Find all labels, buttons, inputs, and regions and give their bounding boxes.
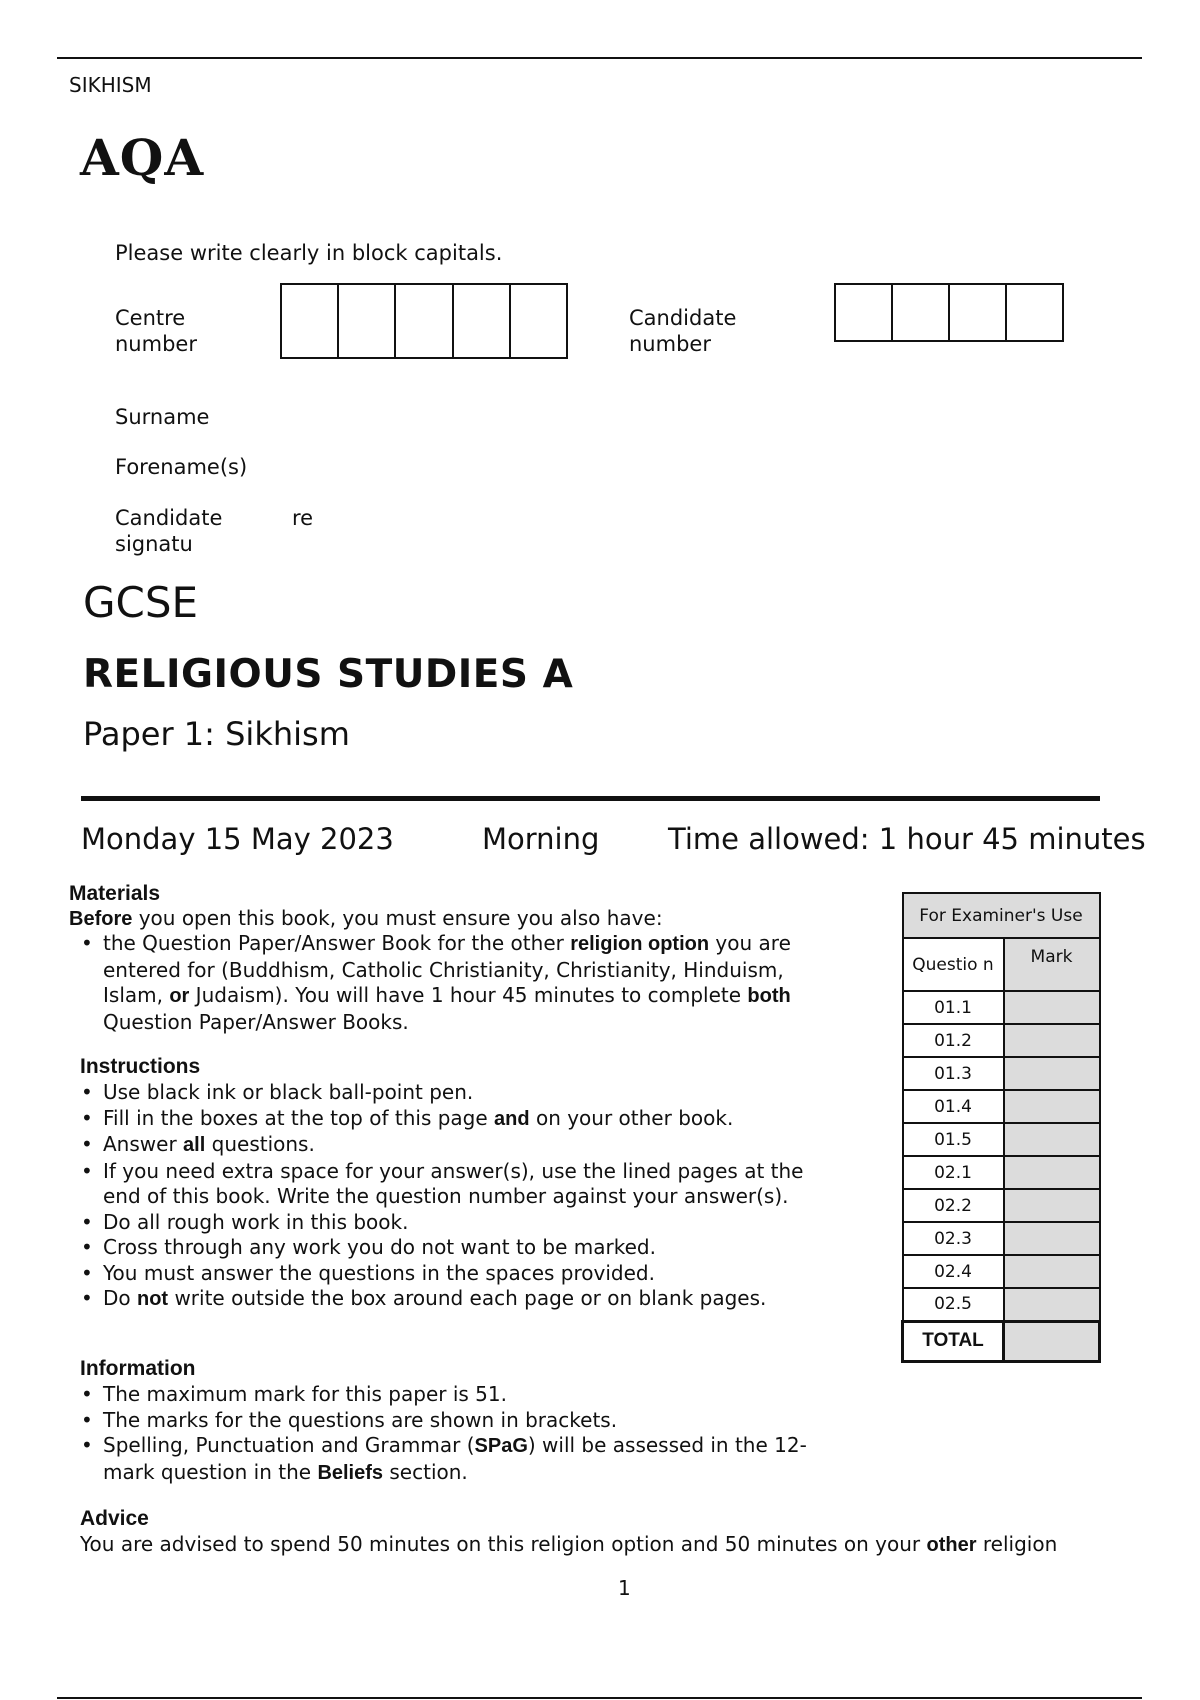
total-label: TOTAL xyxy=(903,1321,1004,1361)
mark-cell[interactable] xyxy=(1004,1222,1100,1255)
list-item: • Do all rough work in this book. xyxy=(79,1210,829,1236)
qualification-level: GCSE xyxy=(83,578,199,627)
mark-cell[interactable] xyxy=(1004,991,1100,1024)
candidate-number-digit-box[interactable] xyxy=(893,285,950,340)
advice-heading: Advice xyxy=(80,1507,149,1530)
paper-title: Paper 1: Sikhism xyxy=(83,715,350,753)
centre-number-label: Centre number xyxy=(115,306,197,356)
list-item: • You must answer the questions in the spaces provided. xyxy=(79,1261,829,1287)
materials-heading: Materials xyxy=(69,882,161,905)
mark-cell[interactable] xyxy=(1004,1024,1100,1057)
subject-tag: SIKHISM xyxy=(69,73,152,97)
list-item: • The maximum mark for this paper is 51. xyxy=(79,1382,839,1408)
centre-number-digit-box[interactable] xyxy=(339,285,396,357)
question-number-cell: 01.1 xyxy=(903,991,1004,1024)
list-item: • Use black ink or black ball-point pen. xyxy=(79,1080,829,1106)
list-item: • the Question Paper/Answer Book for the other religion option you are entered for (Buddhism, Catholic Christianity, Christianity, Hinduism, Islam, or Judaism). You will have 1 hour 45 minutes to complete both Question Paper/Answer Books. xyxy=(79,931,849,1035)
mark-cell[interactable] xyxy=(1004,1255,1100,1288)
advice-text: You are advised to spend 50 minutes on this religion option and 50 minutes on your other religion xyxy=(80,1532,1058,1556)
bottom-rule xyxy=(57,1697,1142,1699)
materials-list xyxy=(79,931,849,1035)
list-item: • Cross through any work you do not want to be marked. xyxy=(79,1235,829,1261)
information-list xyxy=(79,1382,839,1486)
mark-cell[interactable] xyxy=(1004,1090,1100,1123)
question-number-cell: 02.5 xyxy=(903,1288,1004,1321)
total-mark-cell[interactable] xyxy=(1004,1321,1100,1361)
question-number-cell: 01.3 xyxy=(903,1057,1004,1090)
page-number: 1 xyxy=(618,1576,631,1600)
instructions-list xyxy=(79,1080,829,1313)
question-number-cell: 02.1 xyxy=(903,1156,1004,1189)
question-number-cell: 01.2 xyxy=(903,1024,1004,1057)
time-allowed: Time allowed: 1 hour 45 minutes xyxy=(668,822,1146,856)
question-number-cell: 01.4 xyxy=(903,1090,1004,1123)
centre-number-digit-box[interactable] xyxy=(396,285,453,357)
forenames-label: Forename(s) xyxy=(115,455,248,479)
centre-number-digit-box[interactable] xyxy=(511,285,566,357)
candidate-number-digit-box[interactable] xyxy=(1007,285,1062,340)
exam-session: Morning xyxy=(482,822,600,856)
signature-label-fragment: re xyxy=(292,506,314,530)
title-divider xyxy=(81,796,1100,801)
centre-number-boxes xyxy=(280,283,568,359)
examiner-table-title: For Examiner's Use xyxy=(903,893,1100,938)
list-item: • If you need extra space for your answer(s), use the lined pages at the end of this book. Write the question number against your answer(s). xyxy=(79,1159,829,1210)
instructions-heading: Instructions xyxy=(80,1055,201,1078)
exam-date: Monday 15 May 2023 xyxy=(81,822,394,856)
question-number-cell: 02.3 xyxy=(903,1222,1004,1255)
materials-intro: Before you open this book, you must ensure you also have: xyxy=(69,906,663,930)
mark-cell[interactable] xyxy=(1004,1189,1100,1222)
question-number-cell: 01.5 xyxy=(903,1123,1004,1156)
candidate-number-label: Candidate number xyxy=(629,306,737,356)
signature-label: Candidate signatu xyxy=(115,506,223,556)
mark-cell[interactable] xyxy=(1004,1123,1100,1156)
mark-cell[interactable] xyxy=(1004,1156,1100,1189)
list-item: • Spelling, Punctuation and Grammar (SPaG) will be assessed in the 12-mark question in the Beliefs section. xyxy=(79,1433,839,1486)
mark-column-header: Mark xyxy=(1004,938,1100,991)
block-capitals-note: Please write clearly in block capitals. xyxy=(115,241,503,265)
centre-number-digit-box[interactable] xyxy=(454,285,511,357)
list-item: • Fill in the boxes at the top of this page and on your other book. xyxy=(79,1106,829,1133)
question-number-cell: 02.2 xyxy=(903,1189,1004,1222)
centre-number-digit-box[interactable] xyxy=(282,285,339,357)
candidate-number-boxes xyxy=(834,283,1064,342)
question-number-cell: 02.4 xyxy=(903,1255,1004,1288)
mark-cell[interactable] xyxy=(1004,1057,1100,1090)
candidate-number-digit-box[interactable] xyxy=(950,285,1007,340)
examiner-use-table xyxy=(901,892,1101,1363)
surname-label: Surname xyxy=(115,405,210,429)
list-item: • The marks for the questions are shown in brackets. xyxy=(79,1408,839,1434)
information-heading: Information xyxy=(80,1357,196,1380)
list-item: • Do not write outside the box around each page or on blank pages. xyxy=(79,1286,829,1313)
top-rule xyxy=(57,57,1142,59)
list-item: • Answer all questions. xyxy=(79,1132,829,1159)
candidate-number-digit-box[interactable] xyxy=(836,285,893,340)
mark-cell[interactable] xyxy=(1004,1288,1100,1321)
aqa-logo: AQA xyxy=(80,128,205,187)
question-column-header: Questio n xyxy=(903,938,1004,991)
subject-title: RELIGIOUS STUDIES A xyxy=(83,652,574,697)
